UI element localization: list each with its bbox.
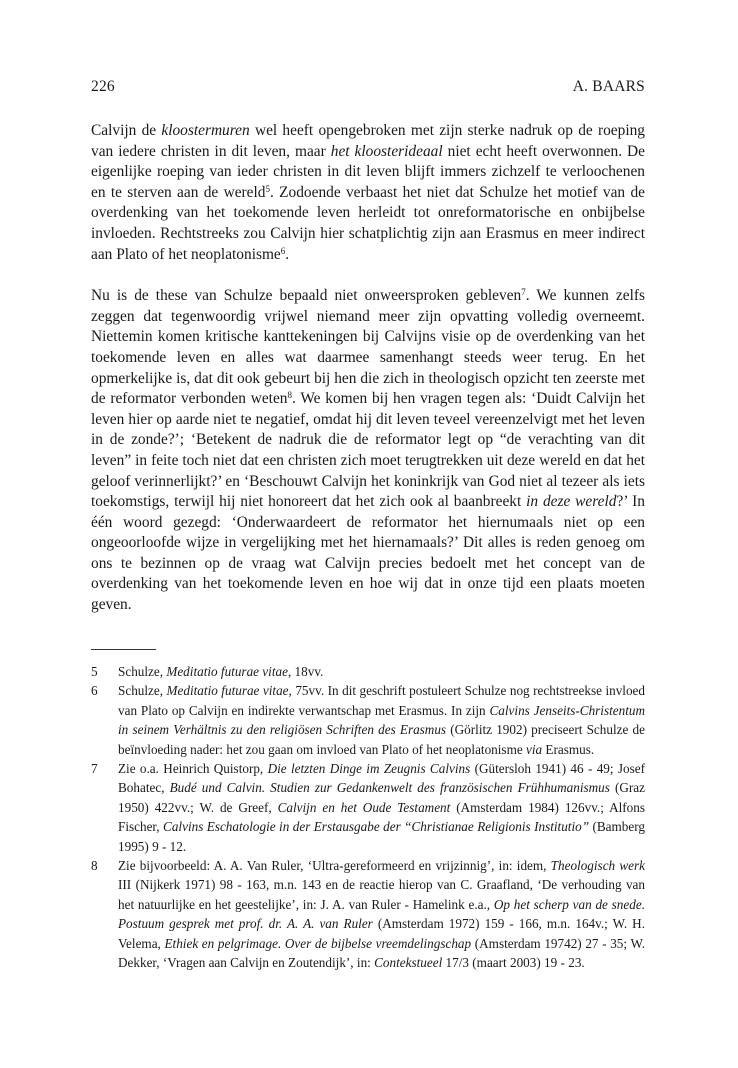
text-span: . Zodoende verbaast het niet dat Schulze het motief van de overdenking van het toekomende leven herleidt tot onreformatorische en onbijbelse invloeden. Rechtstreeks zou Calvijn hier schatplichtig zijn aan Erasmus en meer indirect aan Plato of het neoplatonisme <box>91 183 645 263</box>
footnote-8 <box>91 856 645 972</box>
text-span: Schulze, <box>118 683 167 699</box>
text-span: . We kunnen zelfs zeggen dat tegenwoordig vrijwel niemand meer zijn opvatting volledig overneemt. Niettemin komen kritische kanttekeningen bij Calvijns visie op de overdenking van het toekomende leven en alles wat daarmee samenhangt steeds weer terug. En het opmerkelijke is, dat dit ook gebeurt bij hen die zich in theologisch opzicht ten zeerste met de reformator verbonden weten <box>91 287 645 408</box>
footnote-number: 5 <box>91 664 98 679</box>
text-span: . We komen bij hen vragen tegen als: ‘Duidt Calvijn het leven hier op aarde niet te negatief, omdat hij dit leven teveel vereenzelvigt met het leven in de zonde?’; ‘Betekent de nadruk die de reformator legt op “de verachting van dit leven” in feite toch niet dat een christen zich moet terugtrekken uit deze wereld en dat het geloof verinnerlijkt?’ en ‘Beschouwt Calvijn het koninkrijk van God niet al tezeer als iets toekomstigs, terwijl hij niet honoreert dat het zich ook al baanbreekt <box>91 390 645 511</box>
footnote-number: 8 <box>91 858 98 874</box>
italic-span: Meditatio futurae vitae <box>166 664 288 679</box>
text-span: (Görlitz 1902) preciseert Schulze de beïnvloeding nader: het zou gaan om invloed van Plato of het neoplatonisme <box>118 722 645 757</box>
page-number: 226 <box>91 78 115 95</box>
italic-span: Contekstueel <box>374 955 443 971</box>
running-header <box>91 78 645 96</box>
italic-span: Budé und Calvin. Studien zur Gedankenwelt des französischen Frühhumanismus <box>169 780 610 796</box>
italic-span: Die letzten Dinge im Zeugnis Calvins <box>267 761 471 777</box>
footnote-number: 6 <box>91 683 98 699</box>
italic-span: Calvins Eschatologie in der Erstausgabe der “Christianae Religionis Institutio” <box>163 819 590 835</box>
footnote-5 <box>91 662 645 681</box>
text-span: 17/3 (maart 2003) 19 - 23. <box>442 955 585 971</box>
footnote-text <box>118 662 645 681</box>
text-span: niet echt heeft overwonnen. De eigenlijke roeping van ieder christen in dit leven blijft immers zichzelf te verloochenen en te sterven aan de wereld <box>91 142 646 201</box>
italic-span: Meditatio futurae vitae <box>166 683 289 699</box>
footnote-separator <box>91 649 156 650</box>
footnote-ref-7[interactable]: 7 <box>521 287 526 298</box>
italic-span: via <box>525 741 543 757</box>
text-span: ?’ In één woord gezegd: ‘Onderwaardeert de reformator het hiernumaals niet op een ongeoorloofde wijze in vergelijking met het hiernamaals?’ Dit alles is reden genoeg om ons te bezinnen op de vraag wat Calvijn precies bedoelt met het concept van de overdenking van het toekomende leven en hoe wij dat in onze tijd een plaats moeten geven. <box>91 493 645 614</box>
text-span: (Amsterdam 1984) 126vv.; Alfons Fischer, <box>118 799 645 835</box>
italic-span: in deze wereld <box>526 493 617 511</box>
paragraph-1 <box>91 121 645 265</box>
footnote-6 <box>91 681 645 759</box>
text-span: Schulze, <box>118 664 167 679</box>
italic-span: Theologisch werk <box>550 858 645 874</box>
text-span: III (Nijkerk 1971) 98 - 163, m.n. 143 en de reactie hierop van C. Graafland, ‘De verhouding van het natuurlijke en het geestelijke’, in: J. A. van Ruler - Hamelink e.a., <box>118 877 645 912</box>
footnote-ref-5[interactable]: 5 <box>265 183 270 194</box>
footnote-ref-8[interactable]: 8 <box>287 390 292 401</box>
italic-span: het kloosterideaal <box>330 142 443 160</box>
footnote-text <box>118 681 645 759</box>
text-span: (Graz 1950) 422vv.; W. de Greef, <box>118 780 645 815</box>
footnote-text <box>118 856 645 972</box>
footnotes <box>91 662 645 973</box>
text-span: Erasmus. <box>542 741 595 757</box>
text-span: . <box>285 245 290 263</box>
text-span: (Amsterdam 19742) 27 - 35; W. Dekker, ‘Vragen aan Calvijn en Zoutendijk’, in: <box>118 935 645 971</box>
text-span: (Bamberg 1995) 9 - 12. <box>118 819 645 854</box>
footnote-ref-6[interactable]: 6 <box>280 245 286 256</box>
text-span: (Amsterdam 1972) 159 - 166, m.n. 164v.; W. H. Velema, <box>118 916 645 951</box>
italic-span: Calvijn en het Oude Testament <box>277 799 451 815</box>
text-span: Calvijn de <box>91 122 162 139</box>
footnote-number: 7 <box>91 761 98 777</box>
italic-span: Ethiek en pelgrimage. Over de bijbelse vreemdelingschap <box>164 935 472 951</box>
text-span: (Gütersloh 1941) 46 - 49; Josef Bohatec, <box>118 761 645 796</box>
text-span: , 18vv. <box>287 664 324 679</box>
footnote-7 <box>91 759 645 856</box>
italic-span: Op het scherp van de snede. Postuum gesprek met prof. dr. A. A. van Ruler <box>118 896 645 932</box>
main-text <box>91 121 645 616</box>
italic-span: Calvins Jenseits-Christentum in seinem Verhältnis zu den religiösen Schriften des Erasmus <box>118 702 645 738</box>
text-span: wel heeft opengebroken met zijn sterke nadruk op de roeping van iedere christen in dit leven, maar <box>91 122 645 160</box>
footnote-text <box>118 759 645 856</box>
italic-span: kloostermuren <box>161 122 250 139</box>
text-span: Zie o.a. Heinrich Quistorp, <box>118 761 268 777</box>
text-span: Nu is de these van Schulze bepaald niet onweersproken gebleven <box>91 287 522 305</box>
running-author: A. BAARS <box>572 78 645 95</box>
text-span: Zie bijvoorbeeld: A. A. Van Ruler, ‘Ultra-gereformeerd en vrijzinnig’, in: idem, <box>118 858 551 874</box>
paragraph-2 <box>91 286 645 616</box>
text-span: , 75vv. In dit geschrift postuleert Schulze nog rechtstreekse invloed van Plato op Calvijn en indirekte verwantschap met Erasmus. In zijn <box>118 683 646 718</box>
